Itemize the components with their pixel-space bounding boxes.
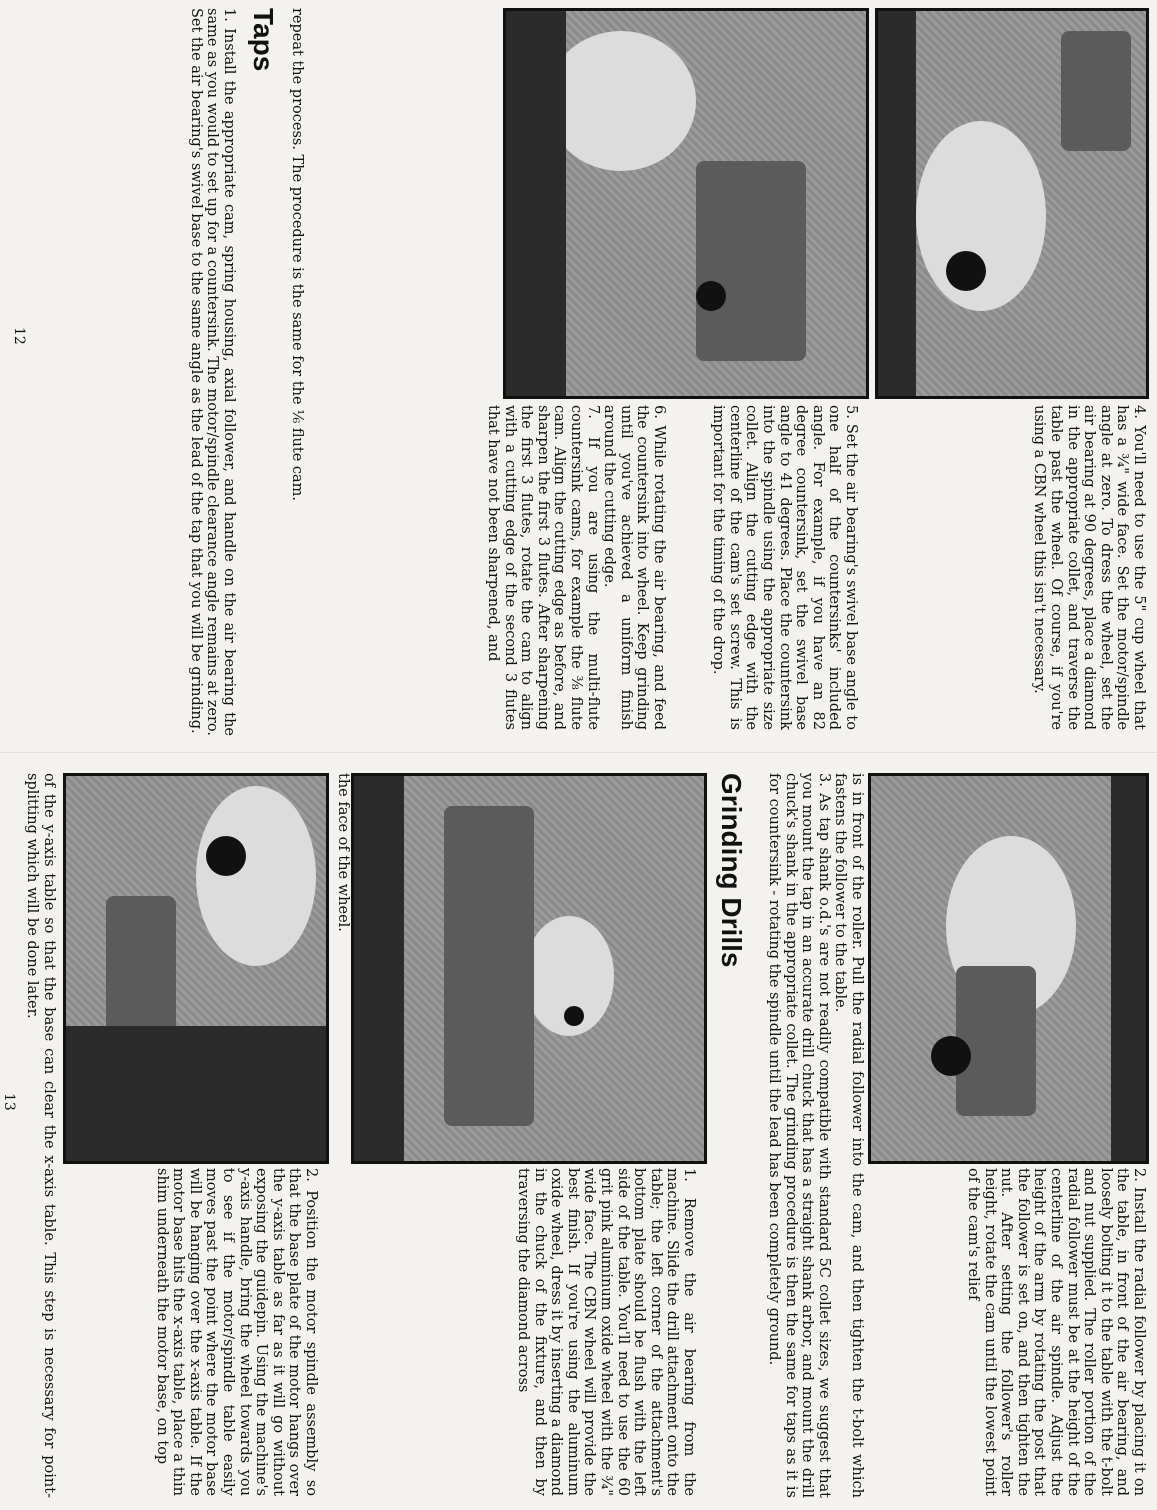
step-5-text: 5. Set the air bearing's swivel base angle to one half of the countersinks' included angle. For example, if you have an 82 degree countersink, set the swivel base angle to 41 degrees. Place the countersink into the spindle using the appropriate size collet. Align the cutting edge with the centerline of the cam's set screw. This is important for the timing of the drop. [710,405,859,730]
drills-step-1-text: 1. Remove the air bearing from the machine. Slide the drill attachment onto the table; the left corner of the attachment's bottom plate should be flush with the left side of the table. You'll need to use the 60 grit pink aluminum oxide wheel with the ¾" wide face. The CBN wheel will provide the best finish. If you're using the aluminum oxide wheel, dress it by inserting a diamond in the chuck of the fixture, and then by traversing the diamond across [515,1168,697,1496]
taps-step-1-text: 1. Install the appropriate cam, spring housing, axial follower, and handle on the air bearing the same as you would to set up for a countersink. The motor/spindle clearance angle remains at zero. Set the air bearing's swivel base to the same angle as the lead of the tap that you will be grinding. [187,8,237,736]
page-12 [0,0,1157,745]
photo-drill-chuck-tap [868,773,1149,1164]
photo-cup-wheel-setup [875,8,1149,399]
photo-drill-attachment-table [351,773,707,1164]
page-number: 12 [11,327,27,345]
photo-countersink-grinding [503,8,869,399]
drills-step-2-continued: of the y-axis table so that the base can clear the x-axis table. This step is necessary for point-splitting which will be done later. [24,773,57,1498]
drills-step-1-continued: the face of the wheel. [335,773,351,932]
step-4-text: 4. You'll need to use the 5" cup wheel that has a ¾" wide face. Set the motor/spindle angle at zero. To dress the wheel, set the air bearing at 90 degrees, place a diamond in the appropriate collet, and traverse the table past the wheel. Of course, if you're using a CBN wheel this isn't necessary. [1031,405,1147,730]
page-13 [0,765,1157,1510]
photo-motor-spindle-base [63,773,329,1164]
step-2-taps-text: 2. Install the radial follower by placing it on the table, in front of the air bearing, and loosely bolting it to the table with the t-bolt and nut supplied. The roller portion of the radial follower must be at the height of the centerline of the air spindle. Adjust the height of the arm by rotating the post that the follower is set on, and then tighten the nut. After setting the follower's roller height, rotate the cam until the lowest point of the cam's relief [965,1168,1147,1496]
steps-6-7-text: 6. While rotating the air bearing, and feed the countersink into wheel. Keep grinding until you've achieved a uniform finish around the cutting edge. 7. If you are using the multi-flute countersink cams, for example the ⅜ flute cam. Align the cutting edge as before, and sharpen the first 3 flutes. After sharpening the first 3 flutes, rotate the cam to align with a cutting edge of the second 3 flutes that have not been sharpened, and [485,405,667,730]
grinding-drills-heading: Grinding Drills [716,773,747,968]
taps-heading: Taps [248,8,279,72]
step-7-continued: repeat the process. The procedure is the same for the ⅙ flute cam. [289,8,305,502]
step-2-taps-continued: is in front of the roller. Pull the radial follower into the cam, and then tighten the t-bolt which fastens the follower to the table. 3. As tap shank o.d.'s are not readily compatible with standard 5C collet sizes, we suggest that you mount the tap in an accurate drill chuck that has a straight shank arbor, and mount the drill chuck's shank in the appropriate collet. The grinding procedure is then the same for taps as it is for countersink - rotating the spindle until the lead has been completely ground. [766,773,865,1498]
page-fold [0,752,1157,753]
page-number: 13 [1,1093,17,1111]
drills-step-2-text: 2. Position the motor spindle assembly so that the base plate of the motor hangs over the y-axis table as far as it will go without exposing the guidepin. Using the machine's y-axis handle, bring the wheel towards you to see if the motor/spindle table easily moves past the point where the motor base will be hanging over the x-axis table. If the motor base hits the x-axis table, place a thin shim underneath the motor base, on top [153,1168,319,1496]
